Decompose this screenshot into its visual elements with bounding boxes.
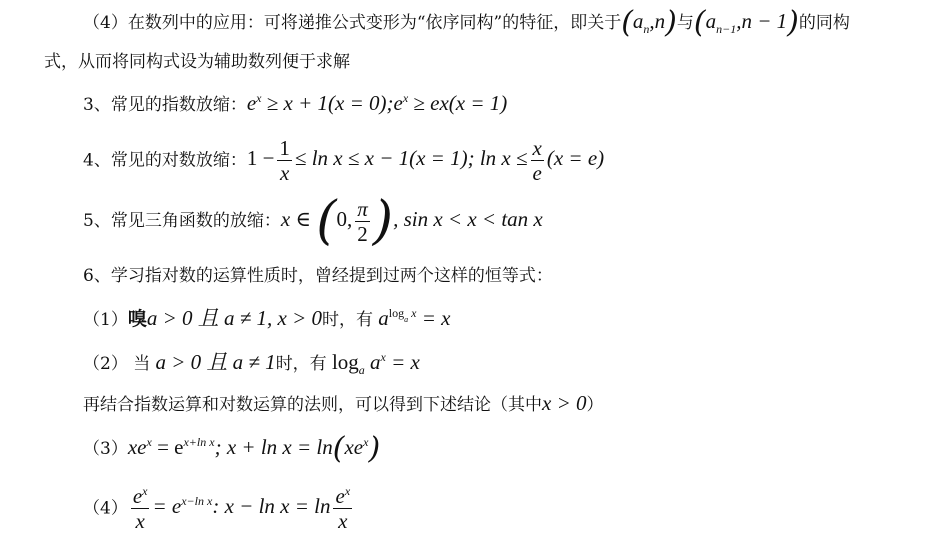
exponential-scaling-line bbox=[83, 93, 507, 114]
log-inequality: 1 − $\frac{1}{x}$ ≤ ln x ≤ x − 1(x = 1); ln x ≤ $\frac{x}{e}$ (x = e) bbox=[246, 136, 605, 186]
math-n: ,n bbox=[649, 9, 666, 33]
math-n-minus-1: ,n − 1 bbox=[736, 9, 788, 33]
conclusion-intro-line bbox=[83, 393, 604, 414]
line-text: 再结合指数运算和对数运算的法则，可以得到下述结论（其中 bbox=[83, 395, 542, 415]
sequence-application-line bbox=[83, 5, 850, 40]
math-expr-2: $(a_{n-1},n - 1)$ bbox=[693, 5, 799, 40]
math-expr: $(a_n,n)$ bbox=[621, 5, 677, 40]
subscript-n: n bbox=[643, 22, 650, 36]
item-number: （3） bbox=[83, 439, 128, 459]
subscript-n-minus-1: n−1 bbox=[716, 22, 737, 36]
conclusion-4-line bbox=[83, 484, 355, 533]
identity-2-line bbox=[83, 350, 420, 377]
identities-intro-line bbox=[83, 268, 553, 285]
var-a: a bbox=[632, 9, 644, 33]
trig-inequality: x ∈ (0, $\frac{\pi}{2}$ ), sin x < x < tan x bbox=[280, 191, 543, 251]
identity-1-line bbox=[83, 308, 450, 329]
exp-inequality: $e^x \ge x + 1(x$ = $0);e^x \ge ex(x = 1)$ bbox=[246, 91, 508, 115]
line-text: 式，从而将同构式设为辅助数列便于求解 bbox=[44, 52, 350, 72]
conclusion-expr: $xe^x = e^{x+ln x}$; $x + \ln x = \ln(xe^x)$ bbox=[127, 431, 381, 466]
condition-expr: a > 0 且 a ≠ 1 bbox=[150, 350, 276, 374]
var-a-2: a bbox=[705, 9, 717, 33]
item-number: （1） bbox=[83, 310, 128, 330]
item-label: 3、常见的指数放缩： bbox=[83, 95, 247, 115]
typo-glyph: 嗅 bbox=[127, 308, 147, 330]
conclusion-expr: $\frac{e^x}{x}$ = $e^{x-ln x}$: x − ln x = ln $\frac{e^x}{x}$ bbox=[132, 484, 351, 534]
item-number: （4） bbox=[83, 498, 128, 519]
line-text-end: 的同构 bbox=[798, 13, 850, 33]
fraction-x-over-e: $\frac{x}{e}$ bbox=[532, 136, 542, 186]
line-text-end: ） bbox=[586, 395, 604, 415]
connector-text: 时，有 bbox=[275, 354, 327, 374]
fraction-ex-over-x: $\frac{e^x}{x}$ bbox=[132, 484, 148, 534]
item-label: 5、常见三角函数的放缩： bbox=[83, 211, 281, 231]
fraction-pi-over-2: $\frac{\pi}{2}$ bbox=[357, 196, 368, 246]
continuation-line bbox=[44, 54, 350, 71]
identity-expr: $a^{log_a x} = x$ bbox=[378, 306, 451, 330]
line-text: （4）在数列中的应用：可将递推公式变形为“依序同构”的特征，即关于 bbox=[83, 13, 622, 33]
identity-expr: $\log_a a^x = x$ bbox=[331, 350, 420, 377]
fraction-1-over-x: $\frac{1}{x}$ bbox=[279, 136, 290, 186]
line-text: 6、学习指对数的运算性质时，曾经提到过两个这样的恒等式： bbox=[83, 266, 553, 286]
condition-expr: a > 0 且 a ≠ 1, x > 0 bbox=[146, 306, 323, 330]
item-number: （2） 当 bbox=[83, 354, 151, 374]
condition-expr: x > 0 bbox=[542, 391, 587, 415]
fraction-ex-over-x-2: $\frac{e^x}{x}$ bbox=[335, 484, 351, 534]
conclusion-3-line bbox=[83, 431, 381, 466]
item-label: 4、常见的对数放缩： bbox=[83, 150, 247, 171]
connector-text: 时，有 bbox=[322, 310, 374, 330]
trig-scaling-line bbox=[83, 191, 543, 251]
connector-text: 与 bbox=[676, 13, 694, 33]
log-scaling-line bbox=[83, 136, 604, 185]
